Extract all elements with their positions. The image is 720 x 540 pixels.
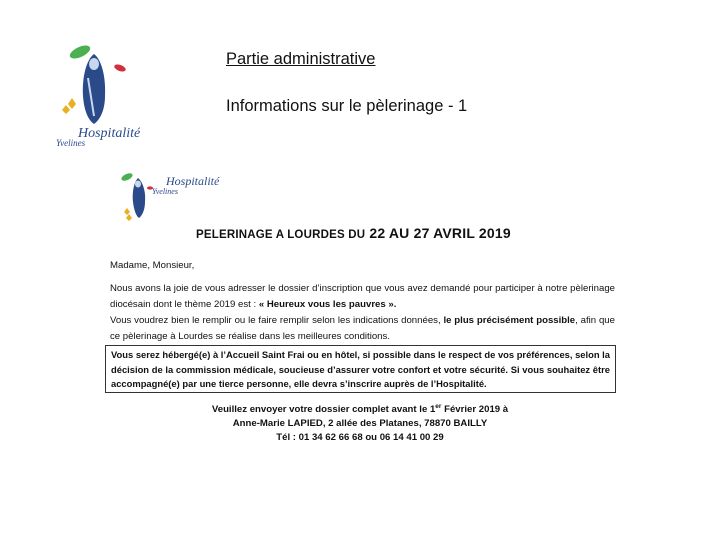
instructions-text-end: , afin que ce pèlerinage à Lourdes se réalise dans les meilleures conditions. bbox=[110, 315, 615, 342]
address-line: Anne-Marie LAPIED, 2 allée des Platanes, 78870 BAILLY bbox=[232, 418, 488, 430]
deadline-text-start: Veuillez envoyer votre dossier complet avant le 1 bbox=[211, 404, 436, 416]
virgin-mary-small-logo-icon bbox=[116, 170, 236, 225]
svg-text:Yvelines: Yvelines bbox=[152, 187, 178, 196]
instructions-text-start: Vous voudrez bien le remplir ou le faire remplir selon les indications données, bbox=[110, 315, 444, 326]
document-logo bbox=[116, 170, 236, 225]
deadline-line bbox=[150, 400, 570, 417]
phone-line: Tél : 01 34 62 66 68 ou 06 14 41 00 29 bbox=[276, 432, 444, 444]
virgin-mary-logo-icon bbox=[50, 38, 140, 150]
instructions-emphasis: le plus précisément possible bbox=[443, 315, 576, 326]
instructions-paragraph bbox=[110, 313, 615, 344]
deadline-text-end: Février 2019 à bbox=[441, 404, 509, 416]
svg-text:Yvelines: Yvelines bbox=[56, 138, 86, 148]
intro-text: Nous avons la joie de vous adresser le dossier d’inscription que vous avez demandé pour participer à notre pèlerinage diocésain dont le thème 2019 est : bbox=[110, 283, 615, 310]
intro-paragraph bbox=[110, 281, 615, 312]
heading-dates: 22 AU 27 AVRIL 2019 bbox=[369, 225, 511, 241]
pilgrimage-theme: « Heureux vous les pauvres ». bbox=[258, 298, 397, 310]
hospitalite-logo bbox=[50, 38, 140, 150]
greeting: Madame, Monsieur, bbox=[110, 260, 195, 271]
contact-footer bbox=[150, 400, 570, 445]
slide-title: Partie administrative bbox=[226, 50, 376, 68]
deadline-sup: er bbox=[435, 403, 442, 410]
svg-text:Hospitalité: Hospitalité bbox=[166, 174, 220, 188]
accommodation-notice: Vous serez hébergé(e) à l’Accueil Saint Frai ou en hôtel, si possible dans le respect de vos préférences, selon la décision de la commission médicale, soucieuse d’assurer votre confort et votre sécurité. Si vous souhaitez être accompagné(e) par une tierce personne, elle devra s’inscrire auprès de l’Hospitalité. bbox=[105, 345, 616, 393]
slide-subtitle: Informations sur le pèlerinage - 1 bbox=[226, 97, 468, 115]
document-heading bbox=[196, 225, 511, 241]
svg-text:Hospitalité: Hospitalité bbox=[78, 126, 140, 141]
heading-prefix: PELERINAGE A LOURDES DU bbox=[196, 229, 366, 241]
